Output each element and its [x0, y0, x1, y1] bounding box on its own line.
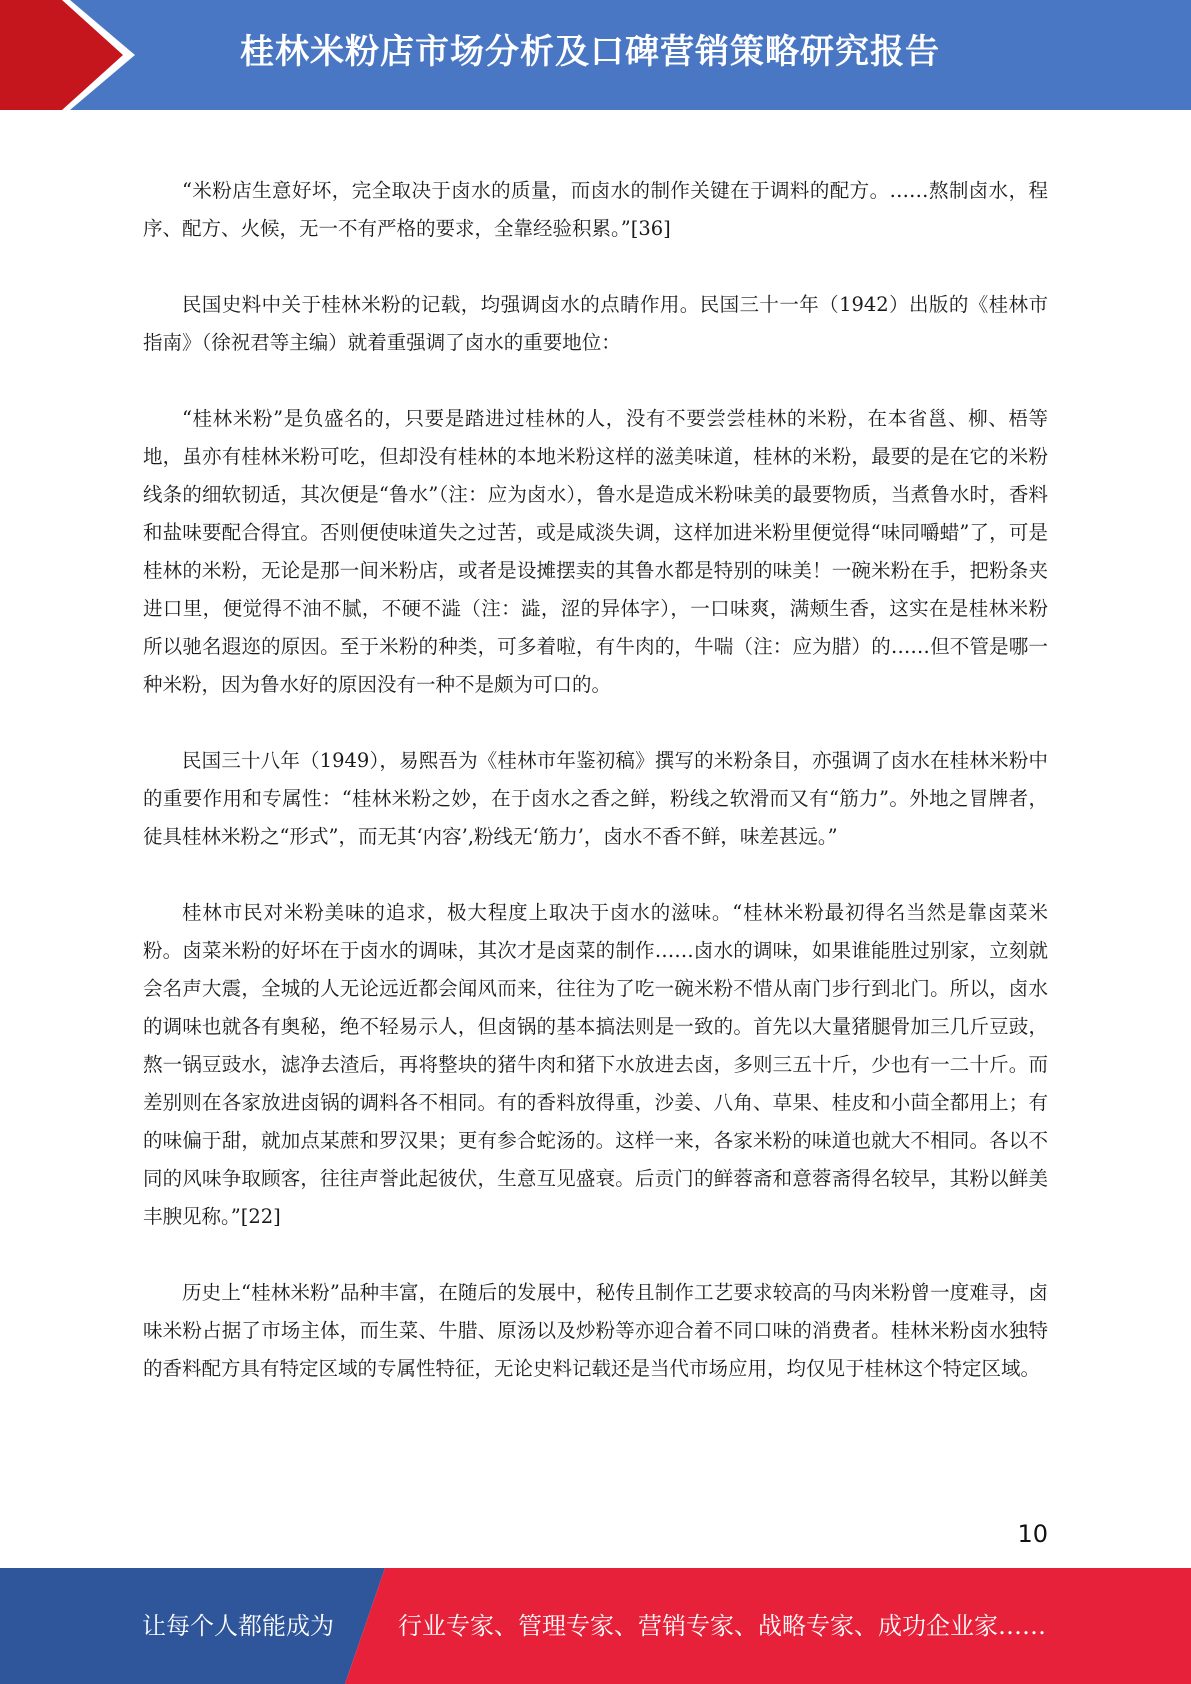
page-header [0, 0, 1191, 110]
report-title: 桂林米粉店市场分析及口碑营销策略研究报告 [240, 32, 940, 72]
chevron-arrow-icon [0, 0, 160, 110]
paragraph-republic-records: 民国史料中关于桂林米粉的记载，均强调卤水的点睛作用。民国三十一年（1942）出版的《桂林市指南》（徐祝君等主编）就着重强调了卤水的重要地位： [143, 293, 1048, 354]
footer-slogan-right: 行业专家、管理专家、营销专家、战略专家、成功企业家…… [398, 1612, 1046, 1640]
paragraph-quote-brine: “米粉店生意好坏，完全取决于卤水的质量，而卤水的制作关键在于调料的配方。……熬制卤水，程序、配方、火候，无一不有严格的要求，全靠经验积累。”[36] [143, 179, 1048, 240]
paragraph-yearbook-1949: 民国三十八年（1949），易熙吾为《桂林市年鉴初稿》撰写的米粉条目，亦强调了卤水在桂林米粉中的重要作用和专属性：“桂林米粉之妙，在于卤水之香之鲜，粉线之软滑而又有“筋力”。外地之冒牌者，徒具桂林米粉之“形式”，而无其‘内容’,粉线无‘筋力’，卤水不香不鲜，味差甚远。” [143, 749, 1048, 848]
body-text [143, 172, 1048, 1426]
page-number: 10 [1017, 1520, 1048, 1548]
paragraph-history-varieties: 历史上“桂林米粉”品种丰富，在随后的发展中，秘传且制作工艺要求较高的马肉米粉曾一度难寻，卤味米粉占据了市场主体，而生菜、牛腊、原汤以及炒粉等亦迎合着不同口味的消费者。桂林米粉卤水独特的香料配方具有特定区域的专属性特征，无论史料记载还是当代市场应用，均仅见于桂林这个特定区域。 [143, 1281, 1048, 1380]
page-footer [0, 1568, 1191, 1684]
paragraph-guilin-guide-quote: “桂林米粉”是负盛名的，只要是踏进过桂林的人，没有不要尝尝桂林的米粉，在本省邕、柳、梧等地，虽亦有桂林米粉可吃，但却没有桂林的本地米粉这样的滋美味道，桂林的米粉，最要的是在它的米粉线条的细软韧适，其次便是“鲁水”（注：应为卤水），鲁水是造成米粉味美的最要物质，当煮鲁水时，香料和盐味要配合得宜。否则便使味道失之过苦，或是咸淡失调，这样加进米粉里便觉得“味同嚼蜡”了，可是桂林的米粉，无论是那一间米粉店，或者是设摊摆卖的其鲁水都是特别的味美！一碗米粉在手，把粉条夹进口里，便觉得不油不腻，不硬不澁（注：澁，涩的异体字），一口味爽，满颊生香，这实在是桂林米粉所以驰名遐迩的原因。至于米粉的种类，可多着啦，有牛肉的，牛喘（注：应为腊）的……但不管是哪一种米粉，因为鲁水好的原因没有一种不是颇为可口的。 [143, 407, 1048, 696]
footer-slogan-left: 让每个人都能成为 [142, 1612, 334, 1640]
paragraph-citizen-taste: 桂林市民对米粉美味的追求，极大程度上取决于卤水的滋味。“桂林米粉最初得名当然是靠卤菜米粉。卤菜米粉的好坏在于卤水的调味，其次才是卤菜的制作……卤水的调味，如果谁能胜过别家，立刻就会名声大震，全城的人无论远近都会闻风而来，往往为了吃一碗米粉不惜从南门步行到北门。所以，卤水的调味也就各有奥秘，绝不轻易示人，但卤锅的基本搞法则是一致的。首先以大量猪腿骨加三几斤豆豉，熬一锅豆豉水，滤净去渣后，再将整块的猪牛肉和猪下水放进去卤，多则三五十斤，少也有一二十斤。而差别则在各家放进卤锅的调料各不相同。有的香料放得重，沙姜、八角、草果、桂皮和小茴全都用上；有的味偏于甜，就加点某蔗和罗汉果；更有参合蛇汤的。这样一来，各家米粉的味道也就大不相同。各以不同的风味争取顾客，往往声誉此起彼伏，生意互见盛衰。后贡门的鲜蓉斋和意蓉斋得名较早，其粉以鲜美丰腴见称。”[22] [143, 901, 1048, 1228]
